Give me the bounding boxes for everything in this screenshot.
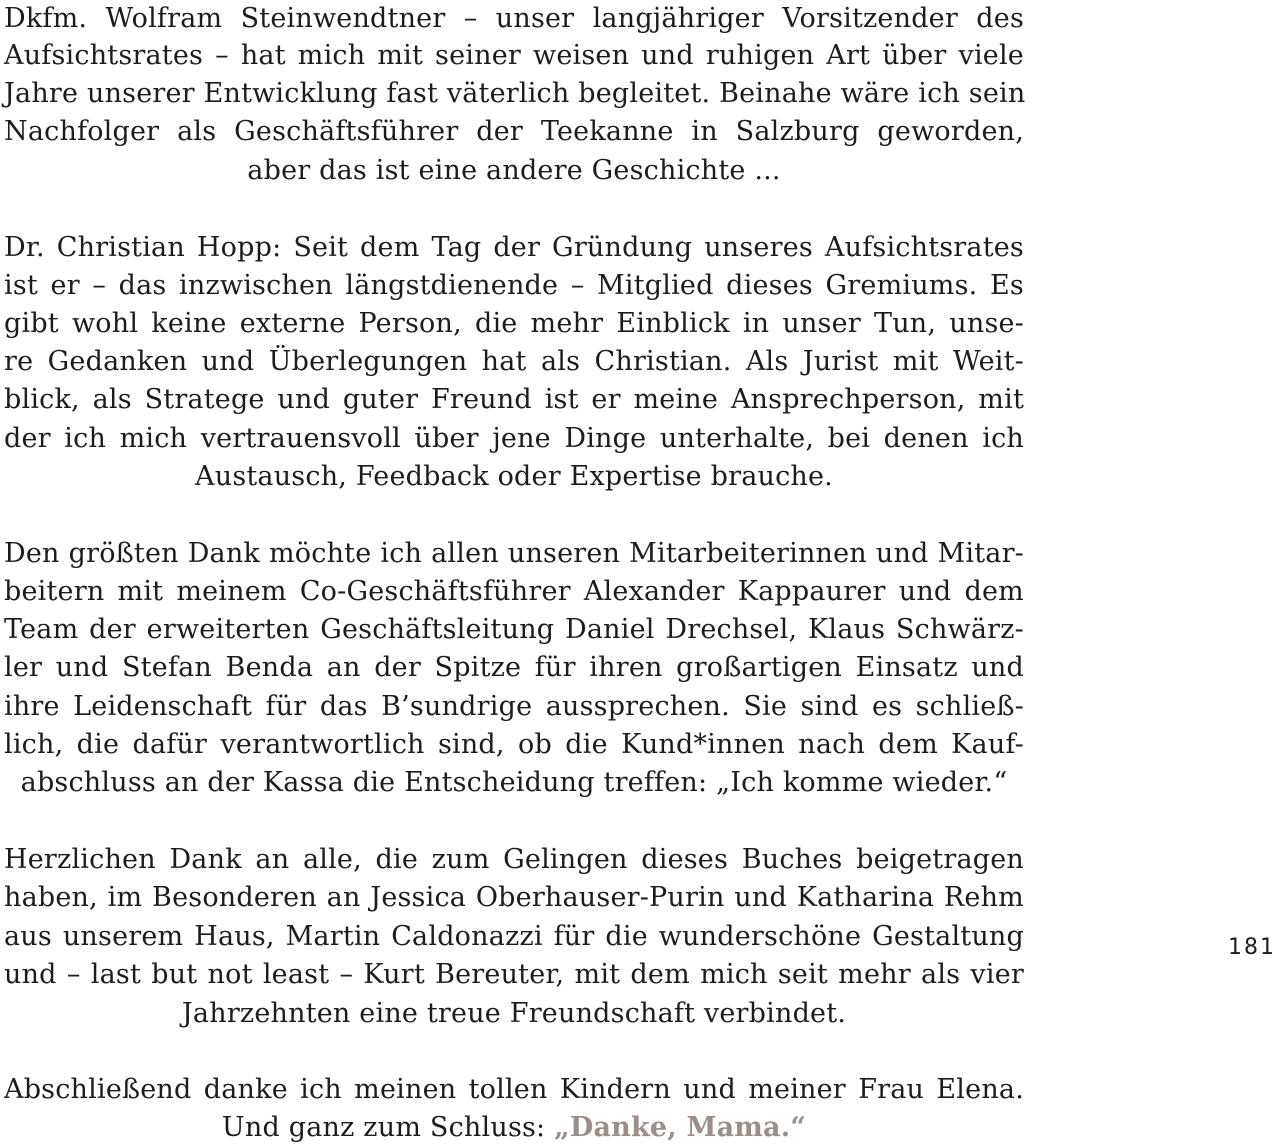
closing-line — [4, 1109, 1024, 1147]
text-line: Jahrzehnten eine treue Freundschaft verbindet. — [181, 998, 847, 1029]
text-line: Herzlichen Dank an alle, die zum Gelingen dieses Buches beigetragen — [4, 844, 1024, 875]
text-line: abschluss an der Kassa die Entscheidung treffen: „Ich komme wieder.“ — [20, 767, 1008, 798]
text-line: Austausch, Feedback oder Expertise brauche. — [195, 461, 833, 492]
text-line: der ich mich vertrauensvoll über jene Dinge unterhalte, bei denen ich — [4, 423, 1024, 454]
text-line: lich, die dafür verantwortlich sind, ob die Kund*innen nach dem Kauf- — [4, 729, 1024, 760]
text-line: ist er – das inzwischen längstdienende – Mitglied dieses Gremiums. Es — [4, 270, 1024, 301]
text-line: blick, als Stratege und guter Freund ist er meine Ansprechperson, mit — [4, 384, 1024, 415]
text-line: Jahre unserer Entwicklung fast väterlich begleitet. Beinahe wäre ich sein — [4, 78, 1026, 109]
text-line: Team der erweiterten Geschäftsleitung Daniel Drechsel, Klaus Schwärz- — [4, 614, 1024, 645]
text-line: re Gedanken und Überlegungen hat als Christian. Als Jurist mit Weit- — [4, 346, 1024, 377]
text-line: und – last but not least – Kurt Bereuter, mit dem mich seit mehr als vier — [4, 959, 1024, 990]
text-line: Dr. Christian Hopp: Seit dem Tag der Gründung unseres Aufsichtsrates — [4, 232, 1024, 263]
text-line: Abschließend danke ich meinen tollen Kindern und meiner Frau Elena. — [4, 1074, 1024, 1105]
closing-prefix: Und ganz zum Schluss: — [221, 1112, 555, 1143]
text-line: beitern mit meinem Co-Geschäftsführer Alexander Kappaurer und dem — [4, 576, 1024, 607]
text-line: ihre Leidenschaft für das B’sundrige aussprechen. Sie sind es schließ- — [4, 691, 1024, 722]
text-line: ler und Stefan Benda an der Spitze für ihren großartigen Einsatz und — [4, 652, 1024, 683]
text-line: aus unserem Haus, Martin Caldonazzi für die wunderschöne Gestaltung — [4, 921, 1024, 952]
text-line: haben, im Besonderen an Jessica Oberhauser-Purin und Katharina Rehm — [4, 882, 1024, 913]
text-line: Nachfolger als Geschäftsführer der Teekanne in Salzburg geworden, — [4, 116, 1024, 147]
text-line: Dkfm. Wolfram Steinwendtner – unser langjähriger Vorsitzender des — [4, 3, 1024, 34]
text-line: aber das ist eine andere Geschichte ... — [247, 155, 781, 186]
text-line: gibt wohl keine externe Person, die mehr Einblick in unser Tun, unse- — [4, 308, 1024, 339]
text-line: Den größten Dank möchte ich allen unseren Mitarbeiterinnen und Mitar- — [4, 538, 1024, 569]
page-number: 181 — [1228, 935, 1276, 960]
closing-highlight: „Danke, Mama.“ — [554, 1112, 807, 1143]
text-line: Aufsichtsrates – hat mich mit seiner weisen und ruhigen Art über viele — [4, 40, 1024, 71]
